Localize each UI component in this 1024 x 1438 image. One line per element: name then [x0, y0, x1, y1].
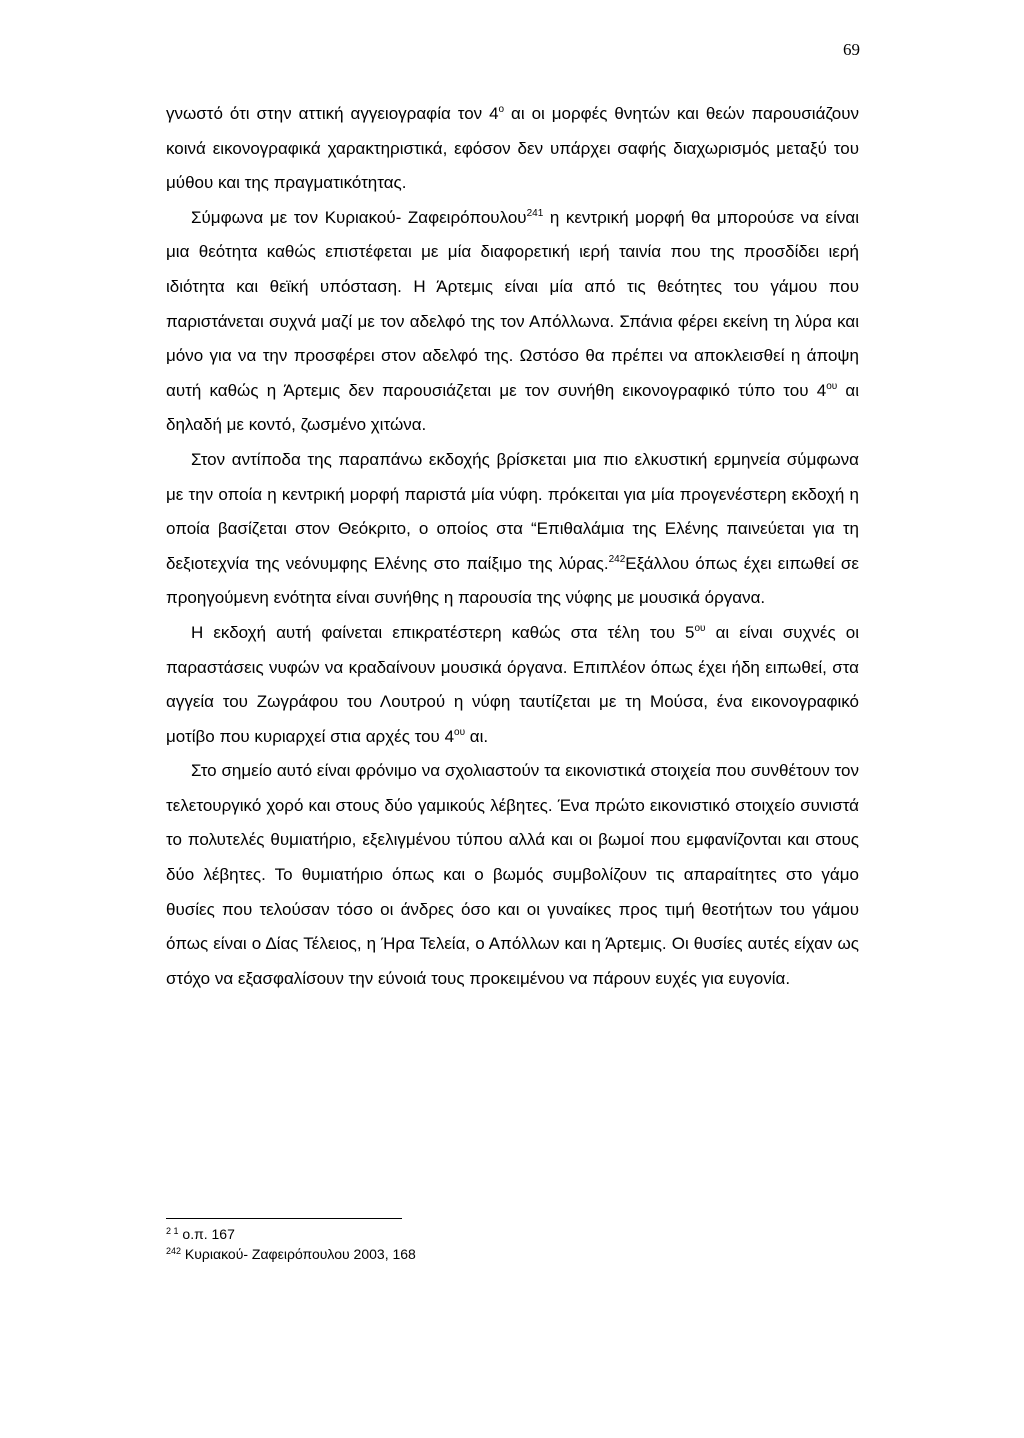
footnote-text: ο.π. 167 — [178, 1226, 235, 1242]
paragraph-5: Στο σημείο αυτό είναι φρόνιμο να σχολιαστούν τα εικονιστικά στοιχεία που συνθέτουν τον τελετουργικό χορό και στους δύο γαμικούς λέβητες. Ένα πρώτο εικονιστικό στοιχείο συνιστά το πολυτελές θυμιατήριο, εξελιγμένου τύπου αλλά και οι βωμοί που εμφανίζονται και στους δύο λέβητες. Το θυμιατήριο όπως και ο βωμός συμβολίζουν τις απαραίτητες στο γάμο θυσίες που τελούσαν τόσο οι άνδρες όσο και οι γυναίκες προς τιμή θεοτήτων του γάμου όπως είναι ο Δίας Τέλειος, η Ήρα Τελεία, ο Απόλλων και η Άρτεμις. Οι θυσίες αυτές είχαν ως στόχο να εξασφαλίσουν την εύνοιά τους προκειμένου να πάρουν ευχές για ευγονία. — [166, 761, 859, 988]
body-text — [166, 97, 859, 996]
footnotes — [166, 1224, 859, 1264]
paragraph-3-end: Εξάλλου όπως έχει ειπωθεί σε προηγούμενη ενότητα είναι συνήθης η παρουσία της νύφης με μουσικά όργανα. — [166, 553, 859, 608]
paragraph-2-end: αι δηλαδή με κοντό, ζωσμένο χιτώνα. — [166, 380, 860, 435]
footnote-2 — [166, 1244, 859, 1264]
paragraph-4-middle: αι είναι συχνές οι παραστάσεις νυφών να κραδαίνουν μουσικά όργανα. Επιπλέον όπως έχει ήδη ειπωθεί, στα αγγεία του Ζωγράφου του Λουτρού η νύφη ταυτίζεται με τη Μούσα, ένα εικονογραφικό μοτίβο που κυριαρχεί στια αρχές του 4 — [166, 622, 859, 746]
footnote-1 — [166, 1224, 859, 1244]
paragraph-2-start: Σύμφωνα με τον Κυριακού- Ζαφειρόπουλου — [191, 207, 527, 227]
paragraph-3-start: Στον αντίποδα της παραπάνω εκδοχής βρίσκεται μια πιο ελκυστική ερμηνεία σύμφωνα με την οποία η κεντρική μορφή παριστά μία νύφη. πρόκειται για μία προγενέστερη εκδοχή η οποία βασίζεται στον Θεόκριτο, ο οποίος στα “Επιθαλάμια της Ελένης παινεύεται για τη δεξιοτεχνία της νεόνυμφης Ελένης στο παίξιμο της λύρας. — [166, 449, 859, 573]
footnote-text: Κυριακού- Ζαφειρόπουλου 2003, 168 — [181, 1246, 416, 1262]
ordinal-superscript: ου — [694, 622, 706, 634]
paragraph-4 — [166, 616, 859, 754]
footnote-ref-242: 242 — [608, 553, 626, 565]
footnote-mark: 2 1 — [166, 1226, 179, 1236]
paragraph-4-start: Η εκδοχή αυτή φαίνεται επικρατέστερη καθώς στα τέλη του 5 — [191, 622, 695, 642]
footnote-ref-241: 241 — [526, 207, 544, 219]
ordinal-superscript: ου — [826, 380, 838, 392]
page-number: 69 — [843, 40, 860, 59]
paragraph-1 — [166, 97, 859, 201]
paragraph-3 — [166, 443, 859, 616]
footnote-mark: 242 — [166, 1246, 182, 1256]
paragraph-2-middle: η κεντρική μορφή θα μπορούσε να είναι μια θεότητα καθώς επιστέφεται με μία διαφορετική ιερή ταινία που της προσδίδει ιερή ιδιότητα και θεϊκή υπόσταση. Η Άρτεμις είναι μία από τις θεότητες του γάμου που παριστάνεται συχνά μαζί με τον αδελφό της τον Απόλλωνα. Σπάνια φέρει εκείνη τη λύρα και μόνο για να την προσφέρει στον αδελφό της. Ωστόσο θα πρέπει να αποκλεισθεί η άποψη αυτή καθώς η Άρτεμις δεν παρουσιάζεται με τον συνήθη εικονογραφικό τύπο του 4 — [166, 207, 859, 400]
footnote-separator — [166, 1218, 402, 1219]
paragraph-1-text: γνωστό ότι στην αττική αγγειογραφία τον 4 — [166, 104, 499, 123]
paragraph-4-end: αι. — [465, 726, 489, 746]
ordinal-superscript: ου — [454, 726, 466, 738]
paragraph-2 — [166, 201, 859, 443]
paragraph-1-end: αι οι μορφές θνητών και θεών παρουσιάζουν κοινά εικονογραφικά χαρακτηριστικά, εφόσον δεν υπάρχει σαφής διαχωρισμός μεταξύ του μύθου και της πραγματικότητας. — [166, 104, 860, 193]
ordinal-superscript: ο — [498, 104, 505, 115]
